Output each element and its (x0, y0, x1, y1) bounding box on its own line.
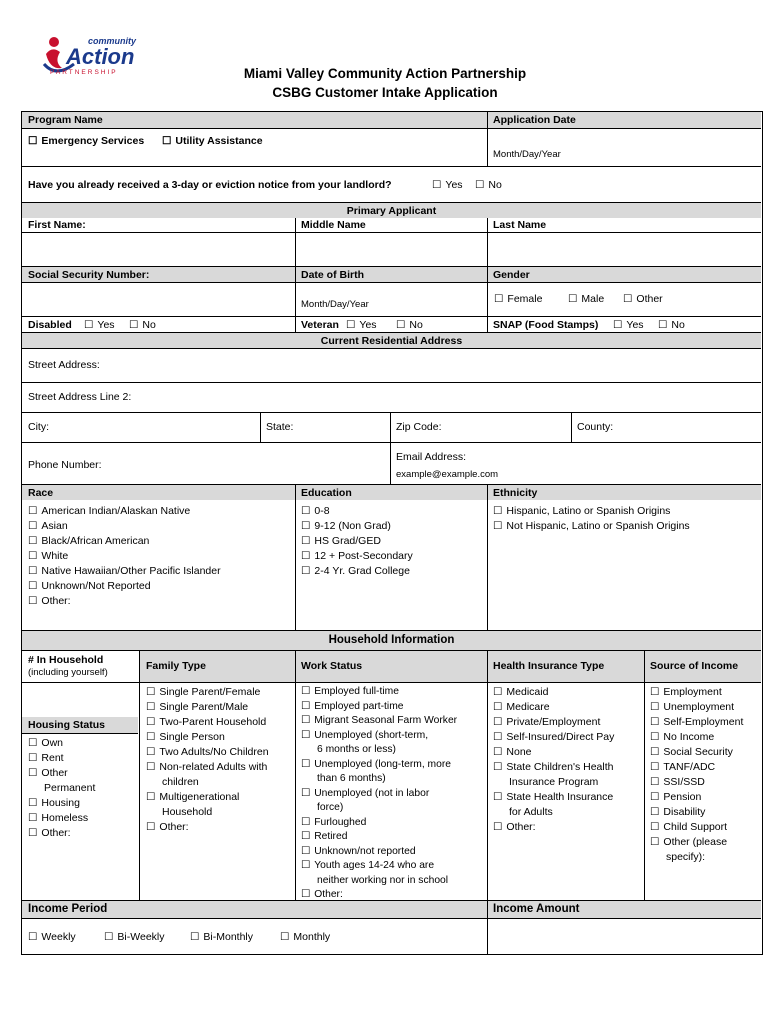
last-name-field[interactable] (487, 233, 761, 267)
disabled-yes-checkbox[interactable]: ☐ Yes (84, 319, 115, 331)
logo-text-action: Action (66, 44, 135, 69)
work-option[interactable]: ☐ Other: (301, 888, 457, 903)
street-address-2-field[interactable] (22, 382, 761, 412)
insurance-option[interactable]: ☐ Self-Insured/Direct Pay (493, 730, 614, 745)
contact-row (22, 442, 761, 484)
email-field[interactable] (390, 443, 761, 485)
county-label: County: (577, 421, 614, 433)
income-source-option[interactable]: ☐ Pension (650, 790, 743, 805)
gender-other-checkbox[interactable]: ☐ Other (623, 293, 663, 305)
dob-hint: Month/Day/Year (301, 299, 369, 310)
race-option[interactable]: ☐ Asian (28, 519, 221, 534)
family-option[interactable]: ☐ Single Person (146, 730, 269, 745)
intake-form (21, 111, 763, 955)
status-row (22, 316, 761, 332)
income-amount-field[interactable] (487, 919, 761, 955)
primary-applicant-heading: Primary Applicant (346, 205, 437, 217)
email-hint: example@example.com (396, 469, 499, 480)
application-date-label: Application Date (493, 114, 576, 126)
middle-name-field[interactable] (295, 233, 487, 267)
work-option-continued: 6 months or less) (317, 744, 396, 755)
income-source-option[interactable]: ☐ Other (please (650, 835, 743, 850)
form-subtitle: CSBG Customer Intake Application (272, 85, 498, 100)
work-status-label: Work Status (301, 660, 363, 672)
id-labels-row (22, 266, 761, 282)
bimonthly-checkbox[interactable]: ☐ Bi-Monthly (190, 931, 253, 943)
snap-no-checkbox[interactable]: ☐ No (658, 319, 685, 331)
first-name-label: First Name: (28, 219, 86, 231)
gender-label: Gender (493, 269, 530, 281)
housing-option[interactable]: ☐ Homeless (28, 811, 95, 826)
email-label: Email Address: (396, 451, 467, 463)
work-option-continued: than 6 months) (317, 773, 386, 784)
race-label: Race (28, 487, 54, 499)
name-inputs-row (22, 232, 761, 266)
disabled-label: Disabled (28, 319, 72, 331)
housing-option[interactable]: ☐ Other (28, 766, 95, 781)
insurance-option-continued: Insurance Program (509, 776, 599, 788)
insurance-option[interactable]: ☐ Medicare (493, 700, 614, 715)
race-option[interactable]: ☐ Native Hawaiian/Other Pacific Islander (28, 564, 221, 579)
emergency-services-checkbox[interactable]: ☐ Emergency Services (28, 135, 144, 147)
family-option[interactable]: ☐ Other: (146, 820, 269, 835)
household-header-row (22, 650, 761, 682)
state-label: State: (266, 421, 294, 433)
family-option[interactable]: ☐ Two-Parent Household (146, 715, 269, 730)
household-section (22, 630, 761, 650)
demographics-header (22, 484, 761, 500)
housing-status-label: Housing Status (28, 719, 106, 731)
program-name-label: Program Name (28, 114, 103, 126)
street-address-field[interactable] (22, 348, 761, 382)
household-options-row (22, 682, 761, 900)
health-insurance-options (493, 685, 614, 835)
work-option[interactable]: ☐ Unemployed (short-term, (301, 729, 457, 744)
in-household-label: # In Household (28, 654, 104, 666)
phone-field[interactable] (22, 443, 390, 485)
city-field[interactable] (22, 413, 260, 443)
work-option[interactable]: ☐ Retired (301, 830, 457, 845)
family-type-options (146, 685, 269, 835)
middle-name-label: Middle Name (301, 219, 366, 231)
education-option[interactable]: ☐ 9-12 (Non Grad) (301, 519, 413, 534)
eviction-question: Have you already received a 3-day or eviction notice from your landlord? (28, 179, 392, 191)
zip-field[interactable] (390, 413, 571, 443)
logo-text-community: community (88, 36, 137, 46)
address-heading: Current Residential Address (320, 335, 463, 347)
income-period-label: Income Period (28, 903, 108, 915)
veteran-no-checkbox[interactable]: ☐ No (396, 319, 423, 331)
income-source-option[interactable]: ☐ Self-Employment (650, 715, 743, 730)
gender-male-checkbox[interactable]: ☐ Male (568, 293, 604, 305)
veteran-label: Veteran (301, 319, 339, 331)
income-source-option[interactable]: ☐ No Income (650, 730, 743, 745)
primary-applicant-section (22, 202, 761, 218)
income-source-option[interactable]: ☐ Disability (650, 805, 743, 820)
work-option[interactable]: ☐ Unknown/not reported (301, 845, 457, 860)
biweekly-checkbox[interactable]: ☐ Bi-Weekly (104, 931, 165, 943)
family-option[interactable]: ☐ Two Adults/No Children (146, 745, 269, 760)
last-name-label: Last Name (493, 219, 547, 231)
work-option[interactable]: ☐ Employed part-time (301, 700, 457, 715)
income-amount-label: Income Amount (493, 903, 580, 915)
insurance-option[interactable]: ☐ Private/Employment (493, 715, 614, 730)
income-header-row (22, 900, 761, 918)
application-date-field[interactable] (487, 129, 761, 167)
housing-option[interactable]: ☐ Rent (28, 751, 95, 766)
eviction-yes-checkbox[interactable]: ☐ Yes (432, 179, 463, 191)
income-source-option[interactable]: ☐ SSI/SSD (650, 775, 743, 790)
income-source-option-continued: specify): (666, 851, 706, 863)
income-source-option[interactable]: ☐ Social Security (650, 745, 743, 760)
income-row (22, 918, 761, 954)
ethnicity-options (493, 504, 690, 534)
family-option[interactable]: ☐ Single Parent/Female (146, 685, 269, 700)
income-source-option[interactable]: ☐ TANF/ADC (650, 760, 743, 775)
ethnicity-label: Ethnicity (493, 487, 538, 499)
work-option-continued: neither working nor in school (317, 874, 449, 886)
housing-option[interactable]: ☐ Own (28, 736, 95, 751)
first-name-field[interactable] (22, 233, 295, 267)
work-option[interactable]: ☐ Unemployed (not in labor (301, 787, 457, 802)
application-date-hint: Month/Day/Year (493, 149, 561, 160)
program-header-row (22, 112, 761, 128)
zip-label: Zip Code: (396, 421, 442, 433)
insurance-option[interactable]: ☐ Other: (493, 820, 614, 835)
monthly-checkbox[interactable]: ☐ Monthly (280, 931, 330, 943)
city-state-row (22, 412, 761, 442)
work-option-continued: force) (317, 802, 344, 813)
housing-option[interactable]: ☐ Other: (28, 826, 95, 841)
eviction-row (22, 166, 761, 202)
housing-options (28, 736, 95, 841)
address-section (22, 332, 761, 348)
including-yourself-note: (including yourself) (28, 667, 108, 678)
county-field[interactable] (571, 413, 761, 443)
gender-female-checkbox[interactable]: ☐ Female (494, 293, 542, 305)
family-option-continued: Household (162, 806, 213, 818)
eviction-no-checkbox[interactable]: ☐ No (475, 179, 502, 191)
ethnicity-option[interactable]: ☐ Hispanic, Latino or Spanish Origins (493, 504, 690, 519)
education-option[interactable]: ☐ 0-8 (301, 504, 413, 519)
race-option[interactable]: ☐ Unknown/Not Reported (28, 579, 221, 594)
income-source-option[interactable]: ☐ Employment (650, 685, 743, 700)
race-options (28, 504, 221, 609)
city-label: City: (28, 421, 49, 433)
education-option[interactable]: ☐ 12 + Post-Secondary (301, 549, 413, 564)
dob-label: Date of Birth (301, 269, 364, 281)
demographics-row (22, 500, 761, 630)
education-label: Education (301, 487, 352, 499)
education-option[interactable]: ☐ 2-4 Yr. Grad College (301, 564, 413, 579)
family-option[interactable]: ☐ Single Parent/Male (146, 700, 269, 715)
work-option[interactable]: ☐ Migrant Seasonal Farm Worker (301, 714, 457, 729)
race-option[interactable]: ☐ American Indian/Alaskan Native (28, 504, 221, 519)
street-address-label: Street Address: (28, 359, 100, 371)
insurance-option[interactable]: ☐ State Children's Health (493, 760, 614, 775)
insurance-option[interactable]: ☐ Medicaid (493, 685, 614, 700)
form-title: Miami Valley Community Action Partnership (243, 66, 527, 81)
id-inputs-row (22, 282, 761, 316)
work-option[interactable]: ☐ Employed full-time (301, 685, 457, 700)
dob-field[interactable] (295, 283, 487, 317)
name-labels-row (22, 218, 761, 232)
family-type-label: Family Type (146, 660, 206, 672)
work-status-options (301, 685, 457, 903)
family-option-continued: children (162, 776, 199, 788)
insurance-option[interactable]: ☐ None (493, 745, 614, 760)
race-option[interactable]: ☐ White (28, 549, 221, 564)
housing-option-continued: Permanent (44, 782, 96, 794)
ssn-label: Social Security Number: (28, 269, 150, 281)
health-insurance-label: Health Insurance Type (493, 660, 605, 672)
household-heading: Household Information (328, 634, 455, 646)
logo-text-partnership: PARTNERSHIP (50, 69, 118, 76)
street-address-2-label: Street Address Line 2: (28, 391, 132, 403)
phone-label: Phone Number: (28, 459, 102, 471)
state-field[interactable] (260, 413, 390, 443)
race-option[interactable]: ☐ Black/African American (28, 534, 221, 549)
utility-assistance-checkbox[interactable]: ☐ Utility Assistance (162, 135, 263, 147)
family-option[interactable]: ☐ Multigenerational (146, 790, 269, 805)
income-source-option[interactable]: ☐ Child Support (650, 820, 743, 835)
income-source-options (650, 685, 743, 865)
income-source-option[interactable]: ☐ Unemployment (650, 700, 743, 715)
snap-label: SNAP (Food Stamps) (493, 319, 599, 331)
disabled-no-checkbox[interactable]: ☐ No (129, 319, 156, 331)
ethnicity-option[interactable]: ☐ Not Hispanic, Latino or Spanish Origins (493, 519, 690, 534)
race-option[interactable]: ☐ Other: (28, 594, 221, 609)
veteran-yes-checkbox[interactable]: ☐ Yes (346, 319, 377, 331)
work-option[interactable]: ☐ Unemployed (long-term, more (301, 758, 457, 773)
work-option[interactable]: ☐ Youth ages 14-24 who are (301, 859, 457, 874)
education-options (301, 504, 413, 579)
insurance-option-continued: for Adults (509, 806, 553, 818)
program-row (22, 128, 761, 166)
income-source-label: Source of Income (650, 660, 739, 672)
family-option[interactable]: ☐ Non-related Adults with (146, 760, 269, 775)
snap-yes-checkbox[interactable]: ☐ Yes (613, 319, 644, 331)
weekly-checkbox[interactable]: ☐ Weekly (28, 931, 76, 943)
education-option[interactable]: ☐ HS Grad/GED (301, 534, 413, 549)
household-count-field[interactable] (22, 683, 138, 718)
ssn-field[interactable] (22, 283, 295, 317)
insurance-option[interactable]: ☐ State Health Insurance (493, 790, 614, 805)
housing-option[interactable]: ☐ Housing (28, 796, 95, 811)
work-option[interactable]: ☐ Furloughed (301, 816, 457, 831)
